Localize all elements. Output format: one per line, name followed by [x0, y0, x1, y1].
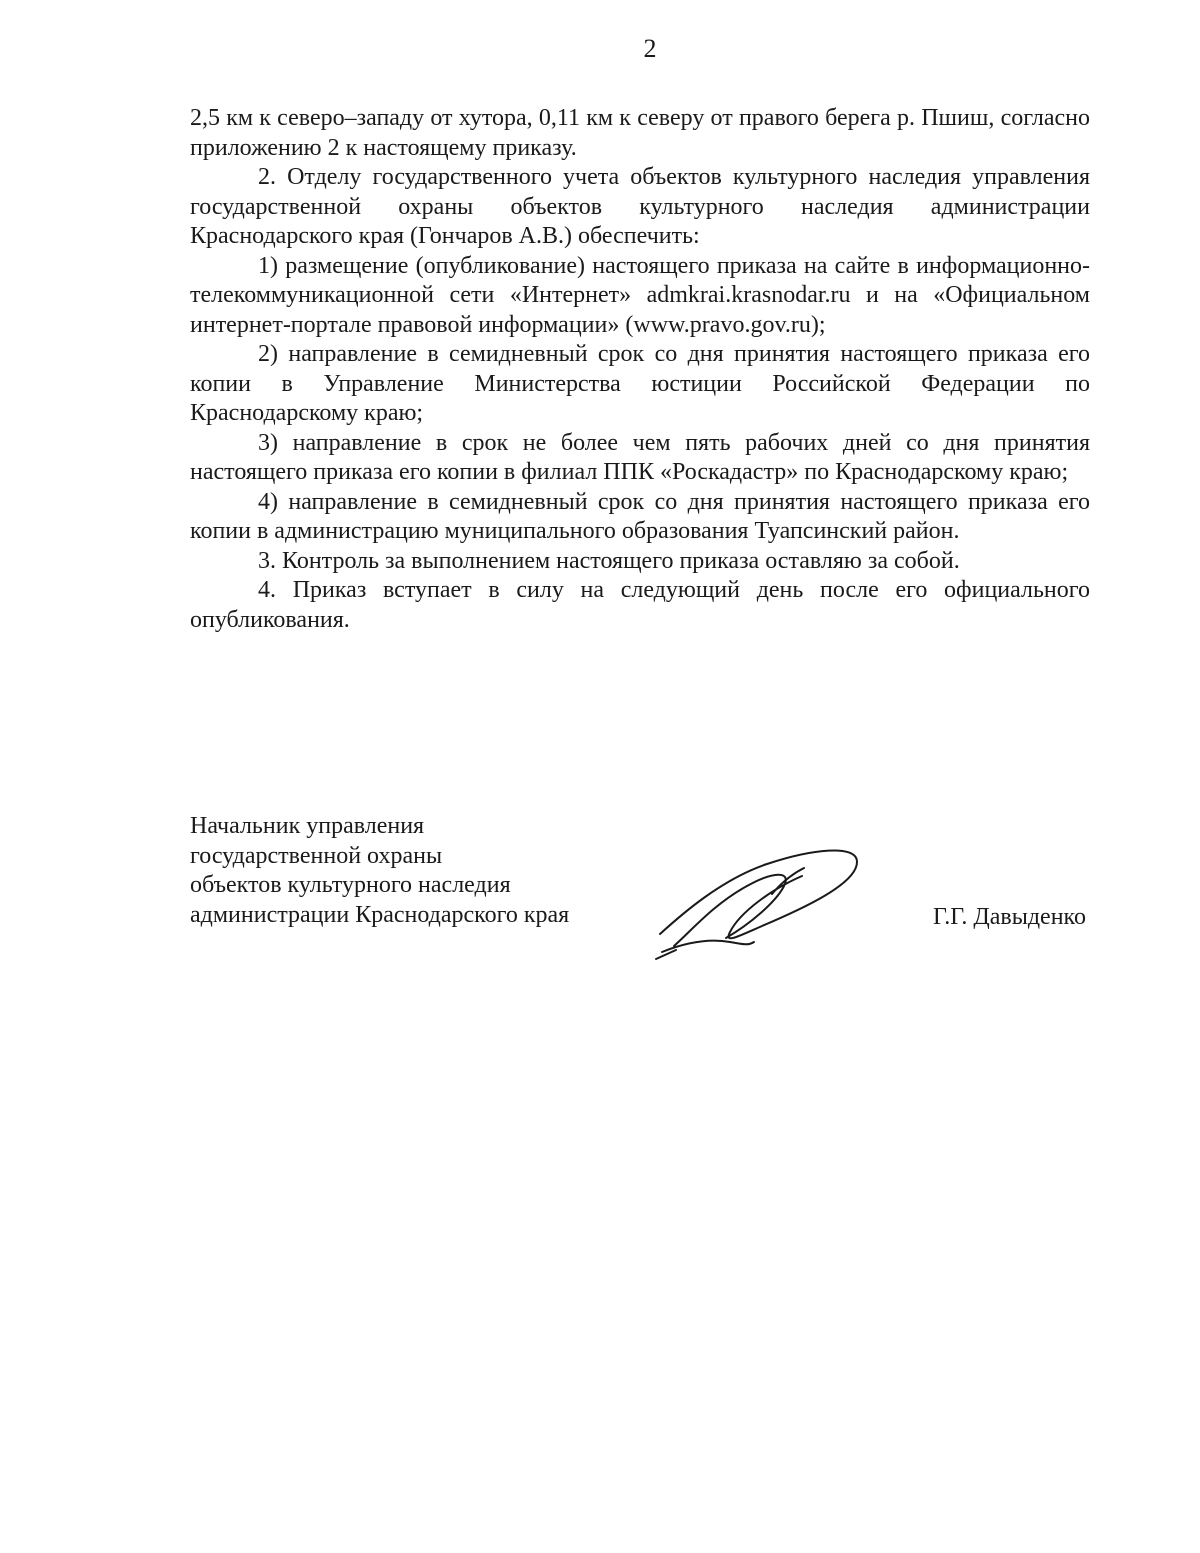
paragraph-5: 3) направление в срок не более чем пять рабочих дней со дня принятия настоящего приказа его копии в филиал ППК «Роскадастр» по Краснодарскому краю; [190, 429, 1090, 485]
paragraph-1: 2,5 км к северо–западу от хутора, 0,11 км к северу от правого берега р. Пшиш, согласно приложению 2 к настоящему приказу. [190, 105, 1090, 161]
signer-position-line-4: администрации Краснодарского края [190, 901, 570, 928]
paragraph-3: 1) размещение (опубликование) настоящего приказа на сайте в информационно-телекоммуникационной сети «Интернет» admkrai.krasnodar.ru и на «Официальном интернет-портале правовой информации» (www.pravo.gov.ru); [190, 252, 1090, 338]
page-number: 2 [643, 34, 657, 63]
signer-position-line-3: объектов культурного наследия [190, 872, 511, 898]
paragraph-2: 2. Отделу государственного учета объектов культурного наследия управления государственной охраны объектов культурного наследия администрации Краснодарского края (Гончаров А.В.) обеспечить: [190, 164, 1090, 249]
paragraph-8: 4. Приказ вступает в силу на следующий день после его официального опубликования. [190, 577, 1090, 633]
document-body [190, 104, 1090, 635]
paragraph-7: 3. Контроль за выполнением настоящего приказа оставляю за собой. [258, 547, 960, 574]
signature-block [190, 812, 1090, 992]
handwritten-signature [652, 834, 872, 964]
paragraph-6: 4) направление в семидневный срок со дня принятия настоящего приказа его копии в администрацию муниципального образования Туапсинский район. [190, 488, 1090, 544]
signer-position [190, 812, 569, 930]
signer-position-line-2: государственной охраны [190, 842, 443, 869]
signer-name: Г.Г. Давыденко [933, 904, 1086, 930]
signer-position-line-1: Начальник управления [190, 813, 425, 839]
paragraph-4: 2) направление в семидневный срок со дня принятия настоящего приказа его копии в Управление Министерства юстиции Российской Федерации по Краснодарскому краю; [190, 341, 1090, 426]
